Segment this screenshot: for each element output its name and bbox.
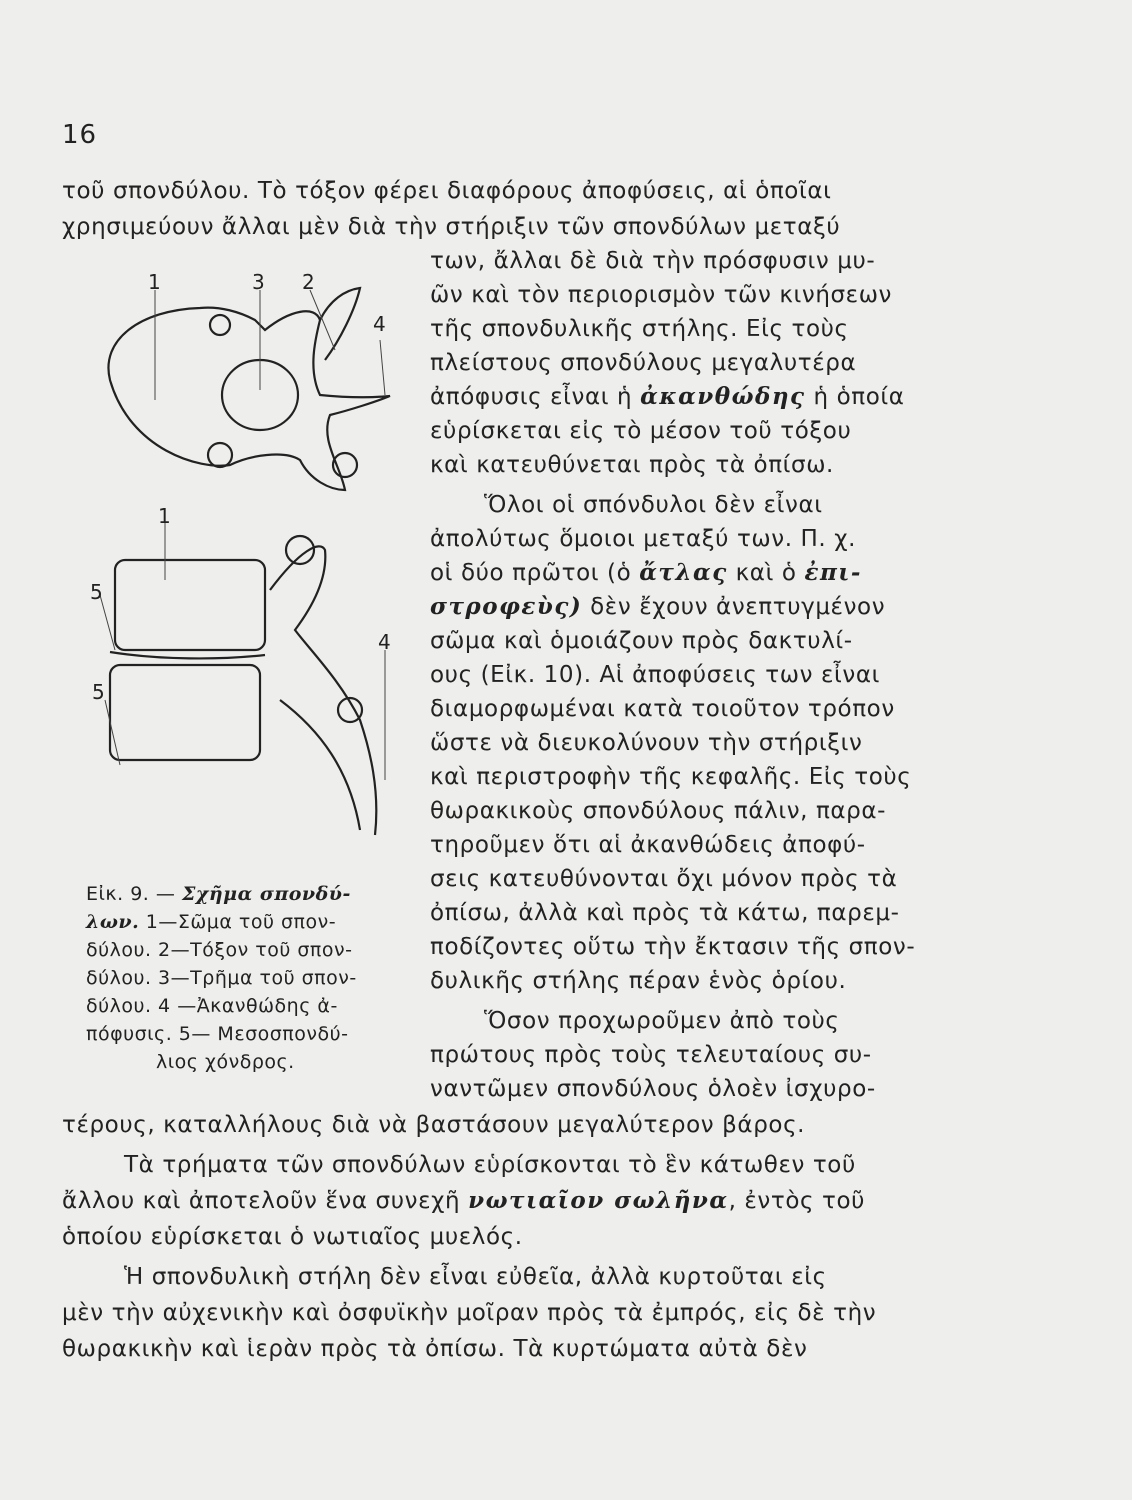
bold-term: ἄτλας	[639, 559, 728, 586]
text-line: τοῦ σπονδύλου. Τὸ τόξον φέρει διαφόρους ἀποφύσεις, αἱ ὁποῖαι	[62, 178, 832, 204]
text-line: θωρακικὴν καὶ ἱερὰν πρὸς τὰ ὀπίσω. Τὰ κυρτώματα αὐτὰ δὲν	[62, 1336, 808, 1362]
figure-label: 4	[378, 630, 391, 654]
text-line: των, ἄλλαι δὲ διὰ τὴν πρόσφυσιν μυ-	[430, 248, 876, 274]
figure-label: 1	[148, 270, 161, 294]
text-span: δὲν ἔχουν ἀνεπτυγμένον	[590, 594, 886, 620]
text-line: τηροῦμεν ὅτι αἱ ἀκανθώδεις ἀποφύ-	[430, 832, 866, 858]
caption-line: δύλου. 3—Τρῆμα τοῦ σπον-	[86, 967, 357, 989]
text-line: Ὅλοι οἱ σπόνδυλοι δὲν εἶναι	[484, 492, 823, 518]
vertebral-body-lower	[110, 665, 260, 760]
text-line: μὲν τὴν αὐχενικὴν καὶ ὀσφυϊκὴν μοῖραν πρὸς τὰ ἐμπρός, εἰς δὲ τὴν	[62, 1300, 877, 1326]
text-line: ποδίζοντες οὕτω τὴν ἔκτασιν τῆς σπον-	[430, 934, 916, 960]
text-line: ἀπολύτως ὅμοιοι μεταξύ των. Π. χ.	[430, 526, 857, 552]
spinous-process-side	[270, 546, 376, 835]
text-span: καὶ ὁ	[735, 560, 797, 586]
bold-term: στροφεὺς)	[430, 593, 583, 620]
caption-line: λιος χόνδρος.	[156, 1051, 295, 1073]
figure-label: 5	[92, 680, 105, 704]
text-line: ὀπίσω, ἀλλὰ καὶ πρὸς τὰ κάτω, παρεμ-	[430, 900, 900, 926]
caption-title: Σχῆμα σπονδύ-	[181, 883, 351, 905]
text-span: , ἐντὸς τοῦ	[728, 1188, 866, 1214]
text-line: ὥστε νὰ διευκολύνουν τὴν στήριξιν	[430, 730, 863, 756]
bold-term: νωτιαῖον σωλῆνα	[468, 1187, 729, 1214]
vertebral-body-upper	[115, 560, 265, 650]
intervertebral-disc	[110, 652, 265, 658]
text-line: καὶ κατευθύνεται πρὸς τὰ ὀπίσω.	[430, 452, 834, 478]
vertebra-illustration	[70, 250, 410, 870]
figure-label: 1	[158, 504, 171, 528]
vertebra-figure	[70, 250, 410, 870]
text-line	[430, 592, 885, 622]
caption-line	[86, 880, 406, 908]
text-span: οἱ δύο πρῶτοι (ὁ	[430, 560, 632, 586]
text-line: ναντῶμεν σπονδύλους ὁλοὲν ἰσχυρο-	[430, 1076, 876, 1102]
text-line: Ὅσον προχωροῦμεν ἀπὸ τοὺς	[484, 1008, 840, 1034]
text-span: ἀπόφυσις εἶναι ἡ	[430, 384, 633, 410]
text-line: τέρους, καταλλήλους διὰ νὰ βαστάσουν μεγαλύτερον βάρος.	[62, 1112, 806, 1138]
figure-caption	[86, 880, 406, 1076]
figure-label: 5	[90, 580, 103, 604]
bold-term: ἀκανθώδης	[640, 383, 806, 410]
caption-line: πόφυσις. 5— Μεσοσπονδύ-	[86, 1023, 349, 1045]
text-line: καὶ περιστροφὴν τῆς κεφαλῆς. Εἰς τοὺς	[430, 764, 912, 790]
text-line	[430, 382, 905, 412]
text-line: ὁποίου εὑρίσκεται ὁ νωτιαῖος μυελός.	[62, 1224, 523, 1250]
text-line: διαμορφωμέναι κατὰ τοιοῦτον τρόπον	[430, 696, 895, 722]
text-line: εὑρίσκεται εἰς τὸ μέσον τοῦ τόξου	[430, 418, 852, 444]
text-line: πλείστους σπονδύλους μεγαλυτέρα	[430, 350, 857, 376]
text-line: δυλικῆς στήλης πέραν ἑνὸς ὁρίου.	[430, 968, 847, 994]
bold-term: ἐπι-	[804, 559, 862, 586]
figure-label: 2	[302, 270, 315, 294]
caption-line: δύλου. 2—Τόξον τοῦ σπον-	[86, 939, 353, 961]
caption-title: λων.	[86, 911, 140, 933]
text-line: Ἡ σπονδυλικὴ στήλη δὲν εἶναι εὐθεῖα, ἀλλὰ κυρτοῦται εἰς	[124, 1264, 827, 1290]
transverse-process	[320, 288, 360, 360]
text-line: πρώτους πρὸς τοὺς τελευταίους συ-	[430, 1042, 872, 1068]
figure-label: 4	[373, 312, 386, 336]
text-line: ῶν καὶ τὸν περιορισμὸν τῶν κινήσεων	[430, 282, 893, 308]
text-line: Τὰ τρήματα τῶν σπονδύλων εὑρίσκονται τὸ ἓν κάτωθεν τοῦ	[124, 1152, 856, 1178]
text-line: ους (Εἰκ. 10). Αἱ ἀποφύσεις των εἶναι	[430, 662, 880, 688]
caption-line	[86, 908, 406, 936]
vertebral-body-top	[108, 308, 390, 490]
text-span: ἄλλου καὶ ἀποτελοῦν ἕνα συνεχῆ	[62, 1188, 461, 1214]
text-line: τῆς σπονδυλικῆς στήλης. Εἰς τοὺς	[430, 316, 849, 342]
figure-label: 3	[252, 270, 265, 294]
caption-text: Εἰκ. 9. —	[86, 883, 176, 905]
text-line: σῶμα καὶ ὁμοιάζουν πρὸς δακτυλί-	[430, 628, 853, 654]
page-number: 16	[62, 120, 98, 150]
text-line: χρησιμεύουν ἄλλαι μὲν διὰ τὴν στήριξιν τῶν σπονδύλων μεταξύ	[62, 214, 841, 240]
caption-text: 1—Σῶμα τοῦ σπον-	[145, 911, 337, 933]
text-line	[62, 1186, 865, 1216]
text-line: σεις κατευθύνονται ὄχι μόνον πρὸς τὰ	[430, 866, 898, 892]
caption-line: δύλου. 4 —Ἀκανθώδης ἀ-	[86, 995, 338, 1017]
text-span: ἡ ὁποία	[813, 384, 905, 410]
text-line	[430, 558, 862, 588]
text-line: θωρακικοὺς σπονδύλους πάλιν, παρα-	[430, 798, 887, 824]
